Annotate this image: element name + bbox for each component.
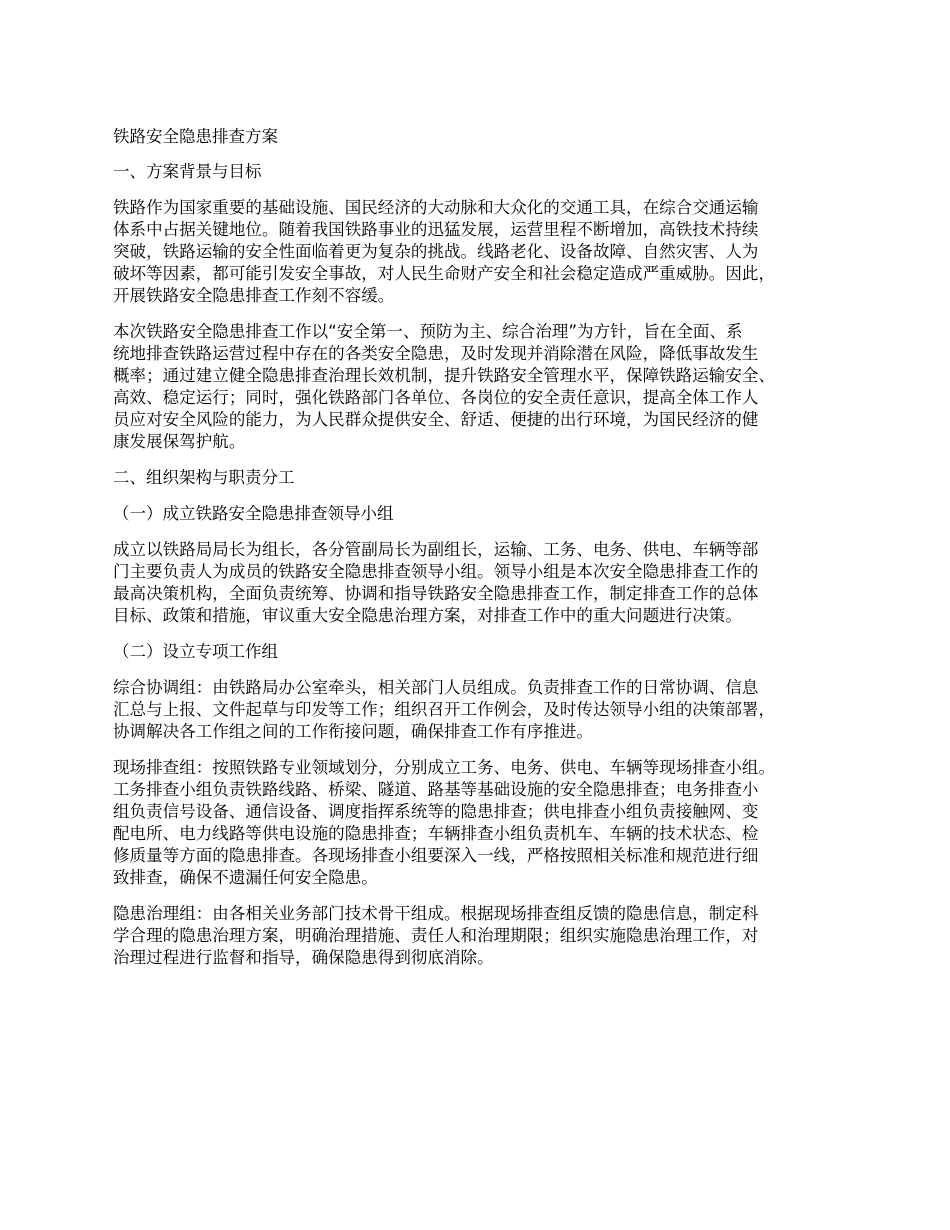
- text-line: 体系中占据关键地位。随着我国铁路事业的迅猛发展，运营里程不断增加，高铁技术持续: [113, 220, 759, 239]
- text-line: 铁路作为国家重要的基础设施、国民经济的大动脉和大众化的交通工具，在综合交通运输: [113, 198, 759, 217]
- section-heading-organization: 二、组织架构与职责分工: [113, 468, 295, 487]
- text-line: 概率；通过建立健全隐患排查治理长效机制，提升铁路安全管理水平，保障铁路运输安全、: [113, 366, 775, 385]
- paragraph-hazard-remediation-group: [113, 903, 873, 969]
- paragraph-field-inspection-group: [113, 757, 873, 889]
- paragraph-background: [113, 197, 873, 307]
- text-line: 现场排查组：按照铁路专业领域划分，分别成立工务、电务、供电、车辆等现场排查小组。: [113, 758, 775, 777]
- text-line: 目标、政策和措施，审议重大安全隐患治理方案，对排查工作中的重大问题进行决策。: [113, 606, 742, 625]
- text-line: 配电所、电力线路等供电设施的隐患排查；车辆排查小组负责机车、车辆的技术状态、检: [113, 824, 759, 843]
- text-line: 工务排查小组负责铁路线路、桥梁、隧道、路基等基础设施的安全隐患排查；电务排查小: [113, 780, 759, 799]
- text-line: 治理过程进行监督和指导，确保隐患得到彻底消除。: [113, 948, 494, 967]
- text-line: 协调解决各工作组之间的工作衔接问题，确保排查工作有序推进。: [113, 722, 593, 741]
- text-line: 高效、稳定运行；同时，强化铁路部门各单位、各岗位的安全责任意识，提高全体工作人: [113, 388, 759, 407]
- text-line: 修质量等方面的隐患排查。各现场排查小组要深入一线，严格按照相关标准和规范进行细: [113, 846, 759, 865]
- text-line: 本次铁路安全隐患排查工作以“安全第一、预防为主、综合治理”为方针，旨在全面、系: [113, 322, 743, 341]
- section-heading-background: 一、方案背景与目标: [113, 162, 262, 181]
- document-page: [113, 126, 873, 983]
- text-line: 隐患治理组：由各相关业务部门技术骨干组成。根据现场排查组反馈的隐患信息，制定科: [113, 904, 759, 923]
- text-line: 康发展保驾护航。: [113, 432, 246, 451]
- paragraph-objectives: [113, 321, 873, 453]
- text-line: 开展铁路安全隐患排查工作刻不容缓。: [113, 286, 395, 305]
- subsection-heading-working-groups: （二）设立专项工作组: [113, 642, 278, 661]
- text-line: 学合理的隐患治理方案，明确治理措施、责任人和治理期限；组织实施隐患治理工作，对: [113, 926, 759, 945]
- subsection-heading-leadership-group: （一）成立铁路安全隐患排查领导小组: [113, 504, 394, 523]
- paragraph-leadership-group: [113, 539, 873, 627]
- document-title: 铁路安全隐患排查方案: [113, 127, 278, 146]
- text-line: 汇总与上报、文件起草与印发等工作；组织召开工作例会，及时传达领导小组的决策部署，: [113, 700, 775, 719]
- text-line: 破坏等因素，都可能引发安全事故，对人民生命财产安全和社会稳定造成严重威胁。因此，: [113, 264, 775, 283]
- text-line: 统地排查铁路运营过程中存在的各类安全隐患，及时发现并消除潜在风险，降低事故发生: [113, 344, 759, 363]
- text-line: 组负责信号设备、通信设备、调度指挥系统等的隐患排查；供电排查小组负责接触网、变: [113, 802, 759, 821]
- text-line: 员应对安全风险的能力，为人民群众提供安全、舒适、便捷的出行环境，为国民经济的健: [113, 410, 759, 429]
- text-line: 综合协调组：由铁路局办公室牵头，相关部门人员组成。负责排查工作的日常协调、信息: [113, 678, 759, 697]
- text-line: 突破，铁路运输的安全性面临着更为复杂的挑战。线路老化、设备故障、自然灾害、人为: [113, 242, 759, 261]
- text-line: 门主要负责人为成员的铁路安全隐患排查领导小组。领导小组是本次安全隐患排查工作的: [113, 562, 759, 581]
- text-line: 成立以铁路局局长为组长，各分管副局长为副组长，运输、工务、电务、供电、车辆等部: [113, 540, 759, 559]
- text-line: 最高决策机构，全面负责统筹、协调和指导铁路安全隐患排查工作，制定排查工作的总体: [113, 584, 759, 603]
- text-line: 致排查，确保不遗漏任何安全隐患。: [113, 868, 378, 887]
- paragraph-coordination-group: [113, 677, 873, 743]
